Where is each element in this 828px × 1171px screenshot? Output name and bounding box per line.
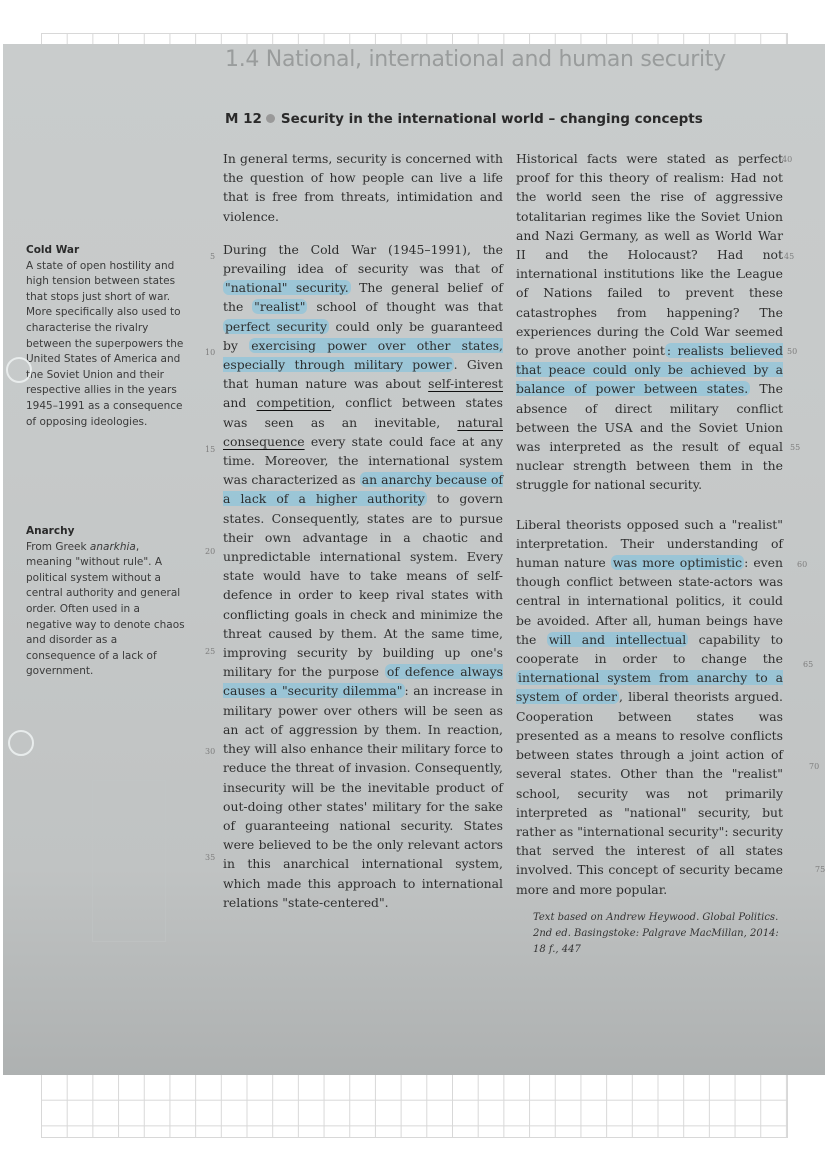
glossary-term: Anarchy: [26, 525, 75, 537]
line-number: 25: [205, 647, 216, 656]
paragraph-cold-war: During the Cold War (1945–1991), the prevailing idea of security was that of "national" security. The general belief of the "realist" school of thought was that perfect security could only be guaranteed by exercising power over other states, especially through military power . Given that human nature was about self-interest and competition, conflict between states was seen as an inevitable, natural consequence every state could face at any time. Moreover, the international system was characterized as an anarchy because of a lack of a higher authority to govern states. Consequently, states are to pursue their own advantage in a chaotic and unpredictable international system. Every state would have to take means of self-defence in order to keep rival states with conflicting goals in check and minimize the threat caused by them. At the same time, improving security by building up one's military for the purpose of defence always causes a "security dilemma" : an increase in military power over others will be seen as an act of aggression by them. In reaction, they will also enhance their military force to reduce the threat of invasion. Consequently, insecurity will be the inevitable product of out-doing other states' military for the sake of guaranteeing national security. States were believed to be the only relevant actors in this anarchical international system, which made this approach to international relations "state-centered".: [223, 241, 504, 910]
chapter-header: 1.4 National, international and human security: [225, 47, 726, 72]
glossary-term: Cold War: [26, 244, 80, 256]
line-number: 75: [815, 865, 826, 874]
line-number: 70: [809, 762, 820, 771]
material-label: M 12: [225, 111, 262, 127]
glossary-definition: A state of open hostility and high tension between states that stops just short of war. More specifically also used to characterise the rivalry between the superpowers the United States of America and the Soviet Union and their respective allies in the years 1945–1991 as a consequence of opposing ideologies.: [26, 259, 184, 428]
line-number: 20: [205, 547, 216, 556]
highlight: exercising power over other states, especially through military power: [223, 337, 504, 373]
material-title: [225, 111, 703, 127]
line-number: 35: [205, 853, 216, 862]
line-number: 55: [790, 443, 801, 452]
highlight: : realists believed that peace could only be achieved by a balance of power between states.: [516, 343, 783, 397]
source-citation: Text based on Andrew Heywood. Global Politics. 2nd ed. Basingstoke: Palgrave MacMillan, 2014: 18 f., 447: [533, 912, 779, 955]
highlight: an anarchy because of a lack of a higher authority: [223, 472, 503, 507]
underline: self-interest: [428, 376, 503, 392]
line-number: 30: [205, 747, 216, 756]
paragraph-liberal: Liberal theorists opposed such a "realist" interpretation. Their understanding of human nature was more optimistic : even though conflict between state-actors was central in international politics, it could be avoided. After all, human beings have the will and intellectual capability to cooperate in order to change the international system from anarchy to a system of order , liberal theorists argued. Cooperation between states was presented as a means to resolve conflicts between states through a joint action of several states. Other than the "realist" school, security was not primarily interpreted as "national" security, but rather as "international security": security that served the interest of all states involved. This concept of security became more and more popular.: [516, 516, 784, 897]
highlight: perfect security: [225, 318, 327, 334]
line-number: 40: [782, 155, 793, 164]
paragraph-historical-facts: Historical facts were stated as perfect proof for this theory of realism: Had not the world seen the rise of aggressive totalitarian regimes like the Soviet Union and Nazi Germany, as well as World War II and the Holocaust? Had not international institutions like the League of Nations failed to prevent these catastrophes from happening? The experiences during the Cold War seemed to prove another point : realists believed that peace could only be achieved by a balance of power between states. The absence of direct military conflict between the USA and the Soviet Union was interpreted as the result of equal nuclear strength between them in the struggle for national security.: [516, 151, 783, 493]
grid-paper-bottom: [41, 1074, 788, 1138]
text-column-left: [223, 149, 503, 912]
highlight: was more optimistic: [612, 555, 743, 571]
line-number: 45: [784, 252, 795, 261]
highlight: will and intellectual: [548, 631, 687, 647]
highlight: "realist": [254, 299, 306, 315]
highlight: of defence always causes a "security dilemma": [223, 664, 503, 699]
glossary-anarchy: [26, 524, 186, 680]
bullet-dot-icon: [266, 114, 275, 123]
glossary-definition: From Greek anarkhia, meaning "without rule". A political system without a central authority and general order. Often used in a negative way to denote chaos and disorder as a consequence of a lack of government.: [26, 540, 185, 678]
line-number: 60: [797, 560, 808, 569]
line-number: 5: [210, 252, 216, 261]
line-number: 65: [803, 660, 814, 669]
line-number: 15: [205, 445, 216, 454]
line-number: 50: [787, 347, 798, 356]
binder-hole-icon: [6, 357, 32, 383]
material-heading: Security in the international world – changing concepts: [280, 111, 703, 127]
highlight: international system from anarchy to a system of order: [516, 670, 783, 705]
paragraph-intro: In general terms, security is concerned with the question of how people can live a life that is free from threats, intimidation and violence.: [223, 151, 503, 224]
faded-image-placeholder: [92, 780, 166, 942]
underline: competition: [256, 395, 332, 411]
underline: natural consequence: [223, 414, 503, 449]
text-column-right: [516, 149, 783, 899]
binder-hole-icon: [8, 730, 34, 756]
line-number: 10: [205, 348, 216, 357]
glossary-cold-war: [26, 243, 186, 430]
highlight: "national" security.: [225, 280, 349, 296]
